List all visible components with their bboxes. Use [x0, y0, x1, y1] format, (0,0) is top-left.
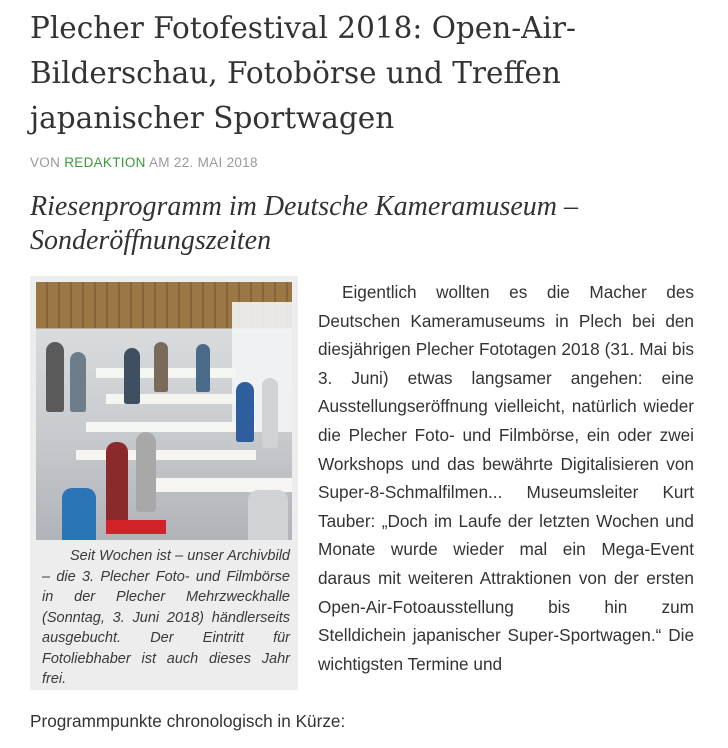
- article-body-continued: Programmpunkte chronologisch in Kürze:: [30, 711, 346, 731]
- article-figure: [30, 276, 298, 690]
- article-meta: [30, 155, 258, 170]
- article-subtitle: Riesenprogramm im Deutsche Kameramuseum – Sonderöffnungszeiten: [30, 191, 578, 256]
- author-link[interactable]: REDAKTION: [64, 155, 146, 170]
- photo-flea-market-hall[interactable]: [36, 282, 292, 540]
- article-title: Plecher Fotofestival 2018: Open-Air-Bilderschau, Fotobörse und Treffen japanischer Sportwagen: [30, 11, 576, 135]
- article-body: Eigentlich wollten es die Macher des Deutschen Kameramuseums in Plech bei den diesjährigen Plecher Fototagen 2018 (31. Mai bis 3. Juni) etwas langsamer angehen: eine Ausstellungseröffnung vielleicht, natürlich wieder die Plecher Foto- und Filmbörse, ein oder zwei Workshops und das bewährte Digitalisieren von Super-8-Schmalfilmen... Museumsleiter Kurt Tauber: „Doch im Laufe der letzten Wochen und Monate wurde wieder mal ein Mega-Event daraus mit weiteren Attraktionen von der ersten Open-Air-Fotoausstellung bis hin zum Stelldichein japanischer Super-Sportwagen.“ Die wichtigsten Termine und: [318, 282, 694, 674]
- figure-caption: Seit Wochen ist – unser Archivbild – die 3. Plecher Foto- und Filmbörse in der Plecher Mehrzweckhalle (Sonntag, 3. Juni 2018) händlerseits ausgebucht. Der Eintritt für Fotoliebhaber ist auch dieses Jahr frei.: [42, 548, 290, 687]
- meta-by: VON: [30, 155, 61, 170]
- meta-date: AM 22. MAI 2018: [149, 155, 258, 170]
